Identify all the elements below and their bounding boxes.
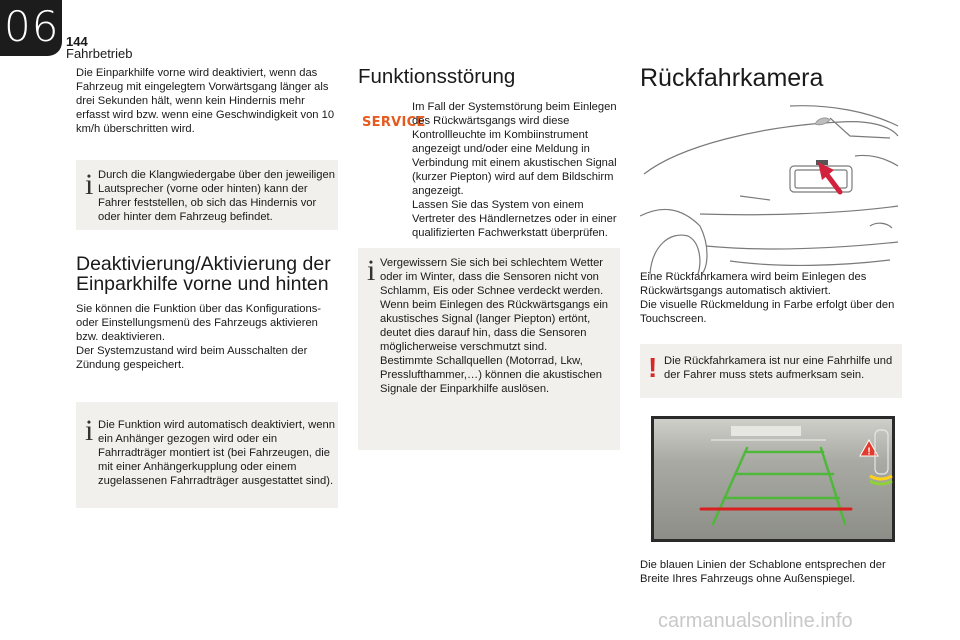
section-heading-malfunction: Funktionsstörung <box>358 65 516 88</box>
note-text: Vergewissern Sie sich bei schlechtem Wetter oder im Winter, dass die Sensoren nicht von Schlamm, Eis oder Schnee verdeckt werden. Wenn beim Einlegen des Rückwärtsgangs ein akustisches Signal (langer Piepton) ertönt, deutet dies darauf hin, dass die Sensoren möglicherweise verschmutzt sind. Bestimmte Schallquellen (Motorrad, Lkw, Presslufthammer,…) können die akustischen Signale der Einparkhilfe auslösen. <box>380 257 609 395</box>
info-note-speakers <box>76 160 338 230</box>
svg-text:!: ! <box>867 446 871 458</box>
info-icon: i <box>85 168 94 201</box>
chapter-number: 06 <box>4 2 60 51</box>
intro-paragraph: Die Einparkhilfe vorne wird deaktiviert, wenn das Fahrzeug mit eingelegtem Vorwärtsgang länger als drei Sekunden hält, wenn kein Hindernis mehr erfasst wird bzw. wenn eine Geschwindigkeit von 10 km/h überschritten wird. <box>76 67 335 135</box>
deactivation-paragraph: Sie können die Funktion über das Konfigurations- oder Einstellungsmenü des Fahrzeugs aktivieren bzw. deaktivieren. Der Systemzustand wird beim Ausschalten der Zündung gespeichert. <box>76 303 322 371</box>
page-number: 144 <box>66 34 88 49</box>
info-icon: i <box>367 254 376 287</box>
info-icon: i <box>85 414 94 447</box>
camera-screen-image <box>651 416 895 542</box>
warning-note <box>640 344 902 398</box>
malfunction-paragraph: Im Fall der Systemstörung beim Einlegen des Rückwärtsgangs wird diese Kontrollleuchte im Kombiinstrument angezeigt und/oder eine Meldung in Verbindung mit einem akustischen Signal (kurzer Piepton) wird auf dem Bildschirm angezeigt. Lassen Sie das System von einem Vertreter des Händlernetzes oder in einer qualifizierten Fachwerkstatt überprüfen. <box>412 101 617 239</box>
note-text: Die Funktion wird automatisch deaktiviert, wenn ein Anhänger gezogen wird oder ein Fahrradträger montiert ist (bei Fahrzeugen, die mit einer Anhängerkupplung oder einem zugelassenen Fahrradträger ausgestattet sind). <box>98 419 335 487</box>
warning-icon: ! <box>648 352 658 383</box>
camera-caption: Die blauen Linien der Schablone entsprechen der Breite Ihres Fahrzeugs ohne Außenspiegel. <box>640 559 886 585</box>
section-heading-camera: Rückfahrkamera <box>640 64 824 92</box>
watermark: carmanualsonline.info <box>658 610 853 632</box>
car-rear-illustration <box>640 96 902 274</box>
info-note-trailer <box>76 402 338 508</box>
info-note-weather <box>358 248 620 450</box>
chapter-tab <box>0 0 62 56</box>
section-heading-deactivation: Deaktivierung/Aktivierung der Einparkhilfe vorne und hinten <box>76 253 331 295</box>
camera-paragraph: Eine Rückfahrkamera wird beim Einlegen des Rückwärtsgangs automatisch aktiviert. Die visuelle Rückmeldung in Farbe erfolgt über den Touchscreen. <box>640 271 895 325</box>
service-warning-light: SERVICE <box>362 115 426 130</box>
warning-text: Die Rückfahrkamera ist nur eine Fahrhilfe und der Fahrer muss stets aufmerksam sein. <box>664 355 893 381</box>
note-text: Durch die Klangwiedergabe über den jeweiligen Lautsprecher (vorne oder hinten) kann der Fahrer feststellen, ob sich das Hindernis vor oder hinter dem Fahrzeug befindet. <box>98 169 335 223</box>
section-title: Fahrbetrieb <box>66 46 133 61</box>
